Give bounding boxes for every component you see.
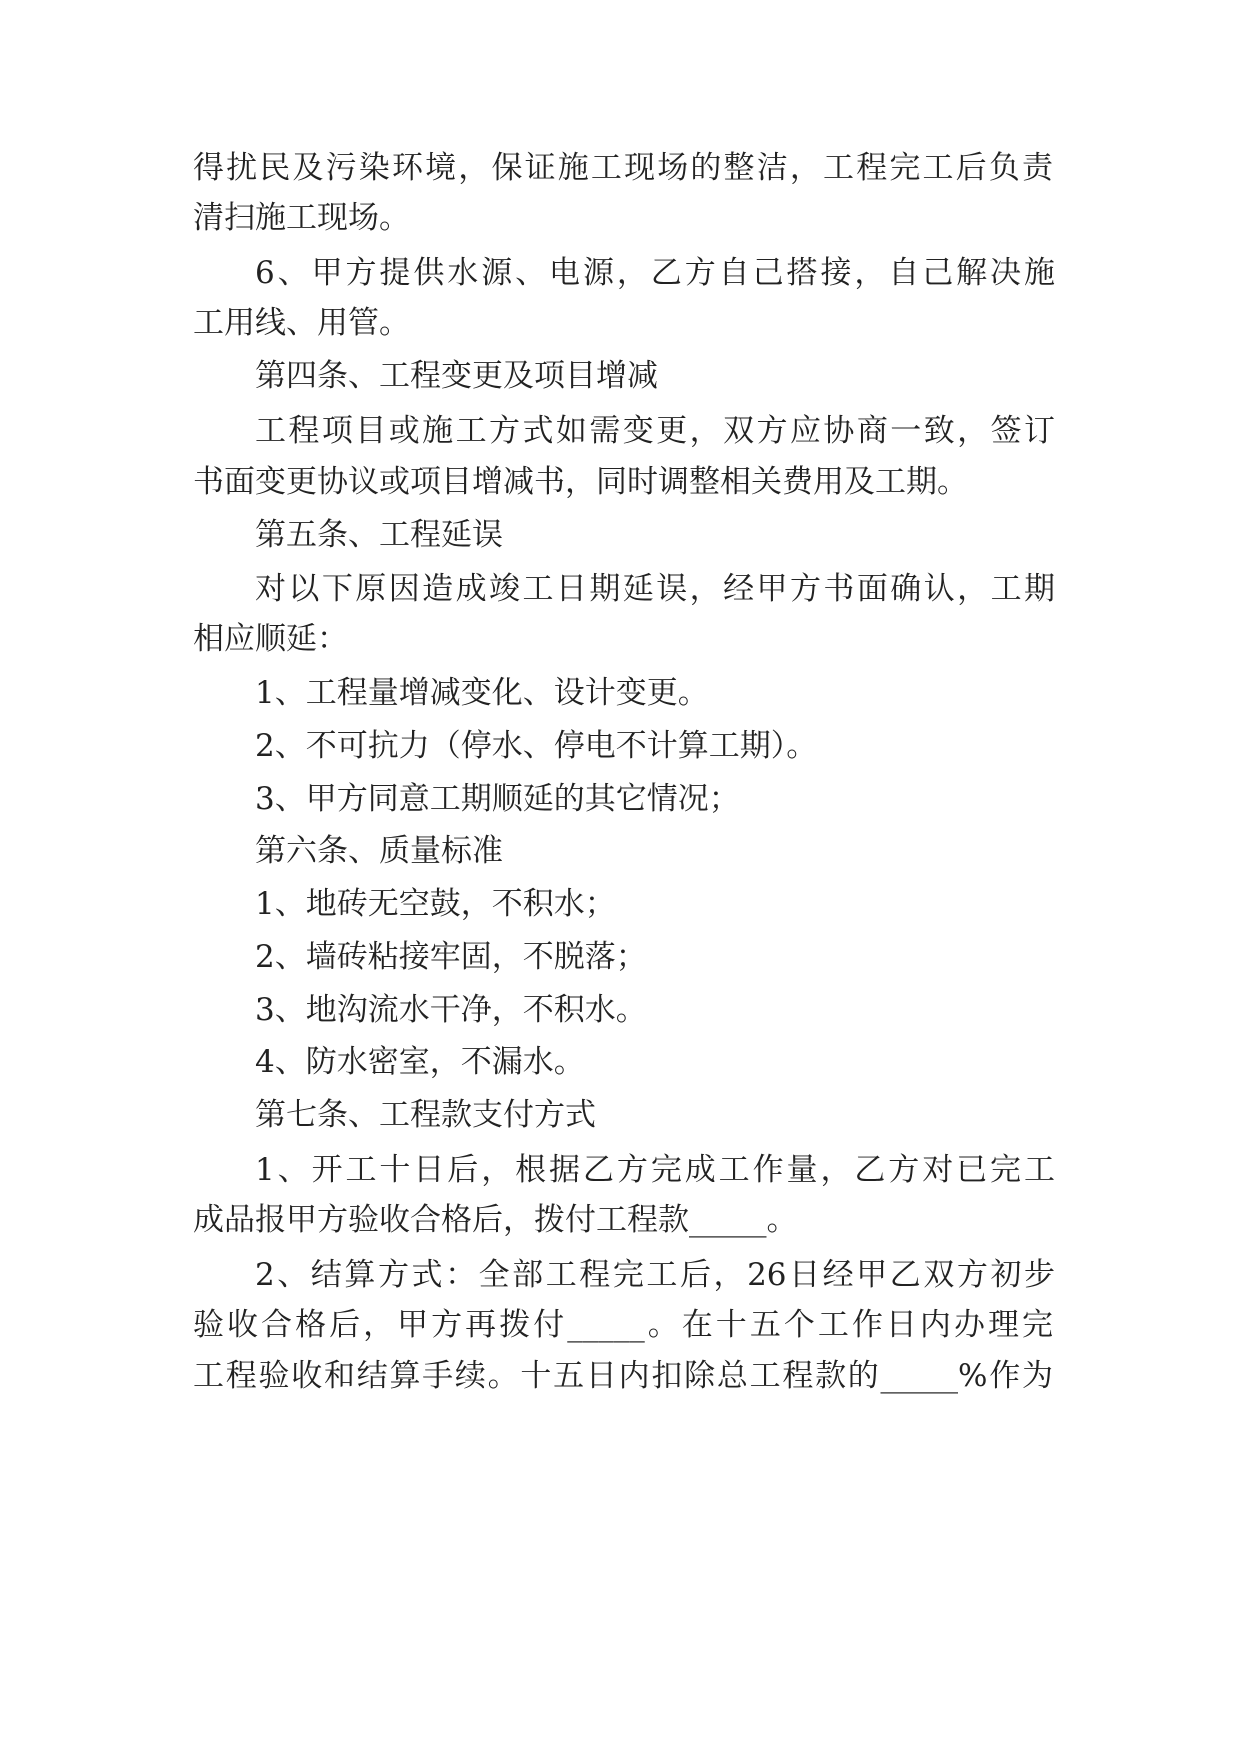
text-line: 工程验收和结算手续。十五日内扣除总工程款的_____%作为 <box>193 1358 1053 1394</box>
section-heading: 第七条、工程款支付方式 <box>255 1097 596 1133</box>
section-heading: 第四条、工程变更及项目增减 <box>255 358 658 394</box>
text-line: 清扫施工现场。 <box>193 200 410 236</box>
text-line: 对以下原因造成竣工日期延误，经甲方书面确认，工期 <box>255 571 1055 607</box>
list-item: 2、墙砖粘接牢固，不脱落； <box>255 939 647 975</box>
text-line: 1、开工十日后，根据乙方完成工作量，乙方对已完工 <box>255 1152 1055 1188</box>
text-line: 书面变更协议或项目增减书，同时调整相关费用及工期。 <box>193 464 968 500</box>
list-item: 4、防水密室，不漏水。 <box>255 1044 585 1080</box>
section-heading: 第六条、质量标准 <box>255 833 503 869</box>
text-line: 工程项目或施工方式如需变更，双方应协商一致，签订 <box>255 413 1055 449</box>
text-line: 成品报甲方验收合格后，拨付工程款_____。 <box>193 1202 798 1238</box>
list-item: 1、地砖无空鼓，不积水； <box>255 886 616 922</box>
section-heading: 第五条、工程延误 <box>255 517 503 553</box>
text-line: 工用线、用管。 <box>193 305 410 341</box>
text-line: 2、结算方式：全部工程完工后，26日经甲乙双方初步 <box>255 1257 1055 1293</box>
list-item: 2、不可抗力（停水、停电不计算工期）。 <box>255 728 818 764</box>
list-item: 3、甲方同意工期顺延的其它情况； <box>255 781 740 817</box>
text-line: 相应顺延： <box>193 621 348 657</box>
list-item: 3、地沟流水干净，不积水。 <box>255 992 647 1028</box>
text-line: 6、甲方提供水源、电源，乙方自己搭接，自己解决施 <box>255 255 1055 291</box>
text-line: 验收合格后，甲方再拨付_____。在十五个工作日内办理完 <box>193 1307 1053 1343</box>
text-line: 得扰民及污染环境，保证施工现场的整洁，工程完工后负责 <box>193 150 1053 186</box>
list-item: 1、工程量增减变化、设计变更。 <box>255 675 709 711</box>
